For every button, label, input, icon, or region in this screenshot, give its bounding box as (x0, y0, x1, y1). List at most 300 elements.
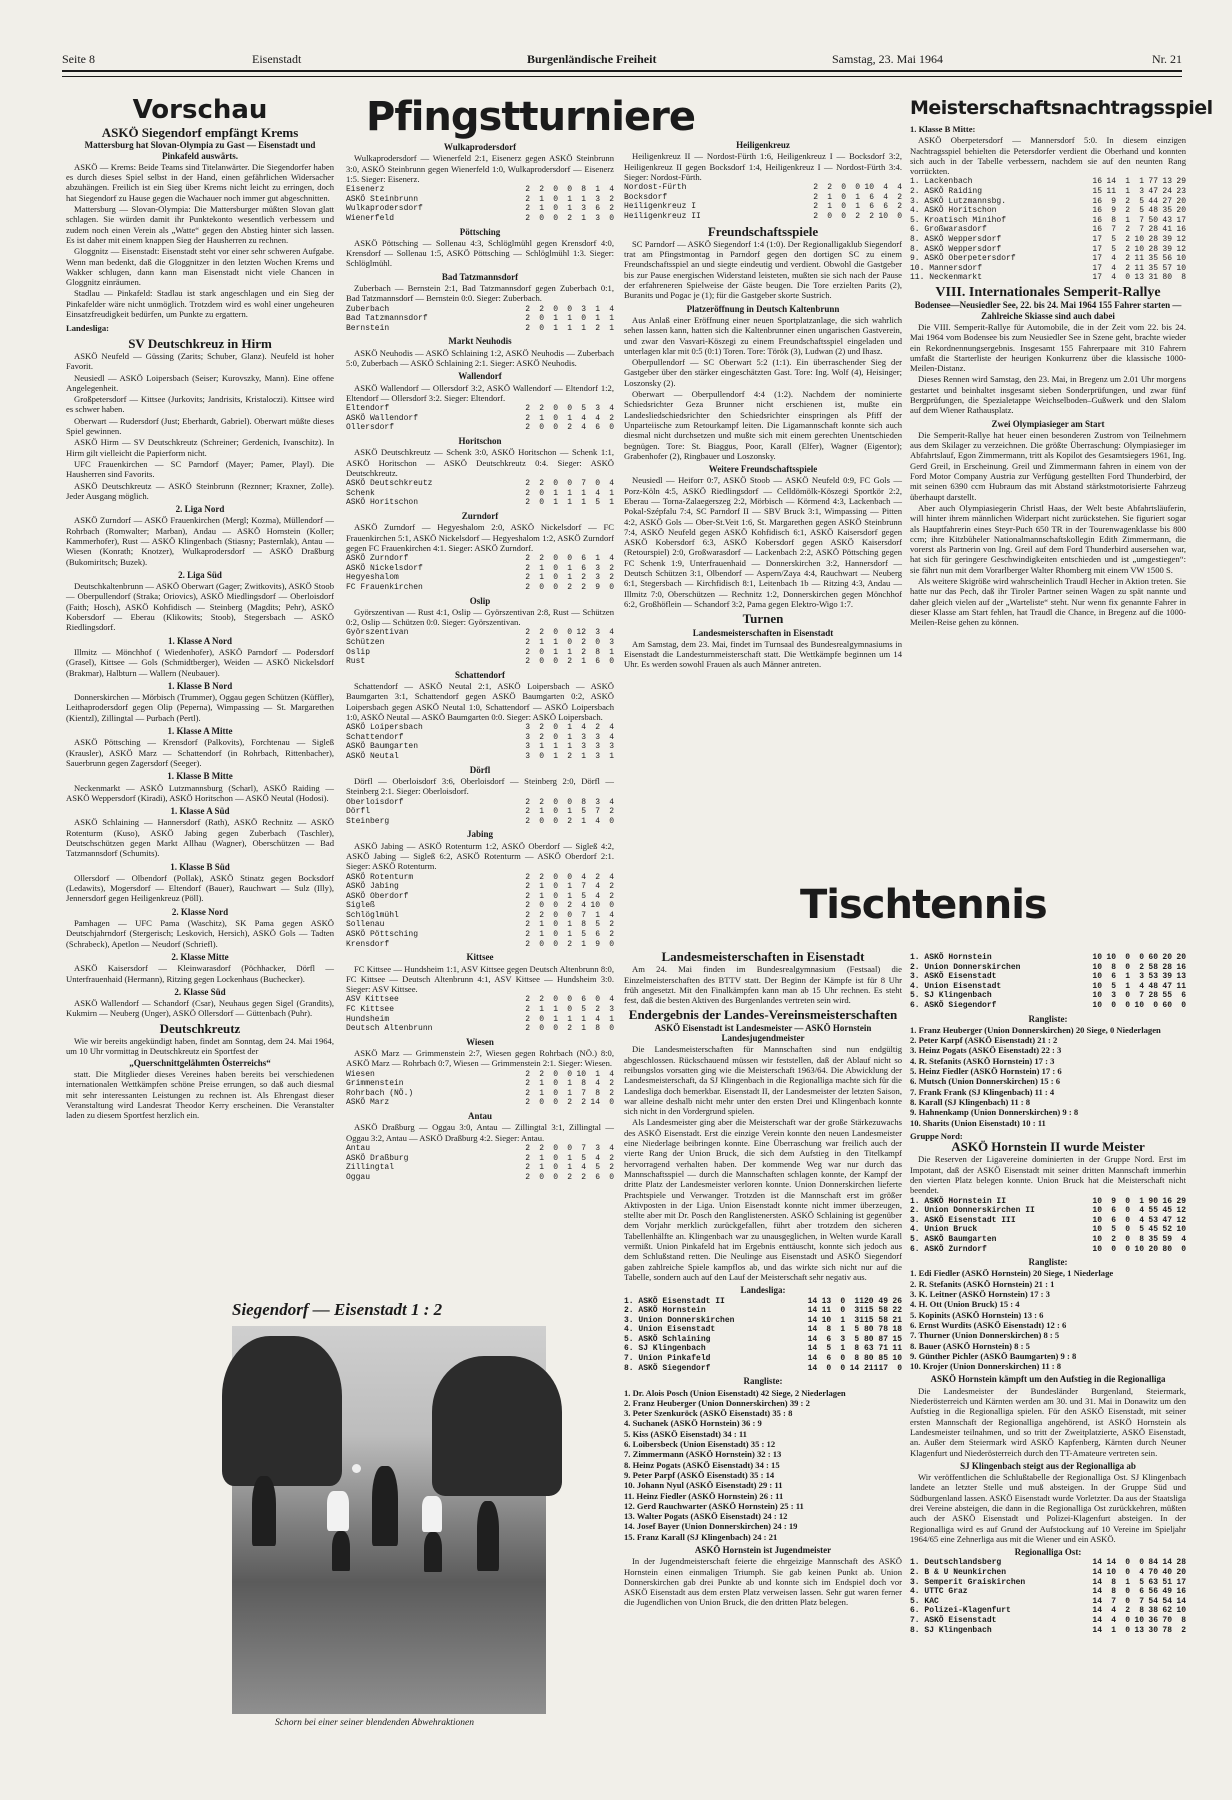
paragraph: Als Landesmeister ging aber die Meisterschaft war der große Stärkezuwachs des ASKÖ Eisenstadt. Erst die einzige Verein konnte den neuen Landesmeister eine Niederlage beibringen konnte. Eine Überraschung war freilich auch der vierte Rang der Union Bruck, die sich dem Aufstieg in den Titelkampf hervorragend verhalten haben. Der kommende Weg war nur durch das Mannschaftsspiel — durch die Mannschaften schlagen konnte, der Kampf der dritte Platz der Landesmeister verloren konnte. Union Donnerskirchen lieferte Prachtspiele und Verwanger. Trotzden ist die Mannschaft erst im größer Aktivposten in der Liga. Union Eisenstadt konnte nicht immer überzeugen, stellte aber mit Dr. Posch den Ranglistenersten. ASKÖ Schlaining ist gegenüber dem Vorjahr merklich zurückgefallen, führt aber trotzdem den sicheren Tabellenhälfte an. Klingenbach war zu unausgeglichen, in Welten wurde Karall vermißt. Union Pinkafeld hat im Ergebnis enttäuscht, konnte sich jedoch aus dem Schlußstand retten. Die Neulinge aus Eisenstadt und ASKÖ Siegendorf gaben zahlreiche Spiele kampflos ab, und das wirkte sich nicht nur auf die Tabelle, sondern auch auf den Lauf der Meisterschaft sehr negativ aus. (624, 1117, 902, 1282)
table-row (910, 1587, 1186, 1597)
stat-cell: 1 (553, 752, 558, 762)
stat-cell: 1 (609, 647, 614, 657)
stat-cell: 3 (581, 732, 586, 742)
headline-deutschkreuz: SV Deutschkreuz in Hirm (128, 335, 272, 351)
stat-cell: 115 (859, 1315, 874, 1325)
stat-cell: 54 (1162, 1596, 1172, 1606)
stat-cell: 6 (581, 563, 586, 573)
stat-cell: 10 (1092, 1215, 1102, 1225)
subhead: 2. Klasse Nord (171, 906, 229, 917)
stat-cell: 0 (1125, 1196, 1130, 1206)
player-figure (332, 1531, 350, 1571)
stat-cell: 12 (1176, 1215, 1186, 1225)
stat-cell: 39 (1162, 235, 1172, 245)
table-row (346, 1144, 614, 1154)
team-name: Oggau (346, 1172, 371, 1182)
stat-cell: 15 (892, 1334, 902, 1344)
stat-cell: 5 (581, 1005, 586, 1015)
table-row (346, 423, 614, 433)
team-name: 5. ASKÖ Baumgarten (910, 1234, 997, 1244)
team-name: ASKÖ Pöttsching (346, 930, 419, 940)
team-name: 6. ASKÖ Siegendorf (910, 1000, 997, 1010)
paragraph: Die Reserven der Ligavereine dominierten in der Gruppe Nord. Erst im Impotant, daß der ASKÖ Eisenstadt mit seiner dritten Mannschaft immerhin den vierten Platz belegen konnte. Union Bruck hat die Meisterschaft nicht beendet. (910, 1154, 1186, 1196)
table-row (624, 1325, 902, 1335)
table-wiesen (346, 1070, 614, 1108)
stat-cell: 1 (827, 202, 832, 212)
player-figure (424, 1532, 442, 1572)
stat-cell: 2 (525, 872, 530, 882)
table-row (346, 204, 614, 214)
stat-cell: 1 (553, 488, 558, 498)
stat-cell: 0 (581, 314, 586, 324)
stat-cell: 39 (1162, 244, 1172, 254)
stat-cell: 0 (1139, 953, 1144, 962)
stat-cell: 47 (1162, 981, 1172, 991)
stat-cell: 6 (581, 554, 586, 564)
table-row (346, 185, 614, 195)
stat-cell: 0 (897, 1363, 902, 1373)
stat-cell: 4 (581, 901, 586, 911)
stat-cell: 1 (567, 314, 572, 324)
team-name: Bocksdorf (624, 192, 668, 202)
subhead: 2. Klasse Mitte (171, 951, 229, 962)
paragraph: Ollersdorf — Olbendorf (Pollak), ASKÖ Stinatz gegen Bocksdorf (Ledawits), Mogersdorf — Eltendorf (Bauer), Rauchwart — Sulz (Illy), Jennersdorf gegen Heiligenkreuz (Pöll). (66, 872, 334, 904)
stat-cell: 18 (892, 1325, 902, 1335)
team-name: 2. B & U Neunkirchen (910, 1568, 1007, 1578)
stat-cell: 1 (539, 638, 544, 647)
stat-cell: 0 (609, 901, 614, 911)
list-item: 2. Franz Heuberger (Union Donnerskirchen) 39 : 2 (624, 1397, 810, 1408)
stat-cell: 14 (1092, 1587, 1102, 1597)
table-kittsee (346, 995, 614, 1033)
stat-cell: 0 (567, 1005, 572, 1015)
stat-cell: 5 (1139, 196, 1144, 206)
stat-cell: 1 (609, 314, 614, 324)
stat-cell: 1 (840, 1325, 846, 1335)
stat-cell: 4 (1111, 263, 1116, 273)
table-row (910, 1616, 1186, 1626)
stat-cell: 0 (539, 752, 544, 762)
team-name: Oberloisdorf (346, 797, 404, 807)
section-title-vorschau: Vorschau (132, 95, 268, 125)
stat-cell: 0 (1181, 1244, 1186, 1254)
stat-cell: 80 (863, 1325, 874, 1335)
table-row (346, 564, 614, 574)
list-item: 14. Josef Bayer (Union Donnerskirchen) 24 : 19 (624, 1521, 798, 1532)
stat-cell: 4 (609, 732, 614, 742)
table-row (346, 1163, 614, 1173)
stat-cell: 10 (864, 183, 874, 193)
subhead: Wallendorf (458, 371, 502, 382)
stat-cell: 6 (595, 930, 600, 940)
stat-cell: 0 (1125, 953, 1130, 962)
team-name: ASKÖ Rotenturm (346, 872, 414, 882)
stat-cell: 28 (1148, 991, 1158, 1001)
stat-cell: 0 (553, 723, 558, 733)
stat-cell: 1 (567, 563, 572, 573)
stat-cell: 2 (525, 314, 530, 324)
team-name: Schlöglmühl (346, 910, 399, 920)
paragraph: ASKÖ Wallendorf — Ollersdorf 3:2, ASKÖ Wallendorf — Eltendorf 1:2, Eltendorf — Ollersdorf 3:2. Sieger: Eltendorf. (346, 382, 614, 403)
list-item: 3. Peter Szenkuröck (ASKÖ Eisenstadt) 35 : 8 (624, 1408, 793, 1419)
stat-cell: 2 (525, 901, 530, 911)
stat-cell: 35 (1148, 1234, 1158, 1244)
stat-cell: 35 (1162, 206, 1172, 216)
column-tischtennis (624, 949, 902, 1742)
stat-cell: 5 (854, 1325, 860, 1335)
stat-cell: 3 (581, 742, 586, 752)
table-row (910, 177, 1186, 187)
stat-cell: 56 (1162, 254, 1172, 264)
stat-cell: 0 (1125, 1000, 1130, 1010)
table-row (910, 273, 1186, 283)
table-horitschon (346, 479, 614, 508)
stat-cell: 7 (1139, 215, 1144, 225)
stat-cell: 2 (525, 413, 530, 423)
stat-cell: 2 (1125, 225, 1130, 235)
team-name: 6. Großwarasdorf (910, 225, 987, 235)
stat-cell: 2 (855, 211, 860, 221)
stat-cell: 56 (1148, 1587, 1158, 1597)
stat-cell: 17 (1092, 263, 1102, 273)
stat-cell: 10 (1106, 953, 1116, 962)
team-name: 6. Polizei-Klagenfurt (910, 1606, 1011, 1616)
stat-cell: 10 (1176, 1225, 1186, 1235)
stat-cell: 0 (1125, 1625, 1130, 1635)
stat-cell: 7 (581, 882, 586, 892)
stat-cell: 21 (892, 1315, 902, 1325)
stat-cell: 4 (609, 628, 614, 638)
team-name: 3. ASKÖ Eisenstadt III (910, 1215, 1016, 1225)
list-item: 4. Suchanek (ASKÖ Hornstein) 36 : 9 (624, 1418, 762, 1429)
stat-cell: 6 (595, 423, 600, 433)
table-row (910, 953, 1186, 963)
stat-cell: 1 (553, 1005, 558, 1015)
stat-cell: 10 (1092, 972, 1102, 982)
stat-cell: 1 (539, 1153, 544, 1163)
stat-cell: 2 (609, 807, 614, 817)
team-name: 3. Semperit Graiskirchen (910, 1577, 1026, 1587)
stat-cell: 1 (609, 498, 614, 508)
stat-cell: 22 (892, 1306, 902, 1316)
stat-cell: 14 (1092, 1596, 1102, 1606)
stat-cell: 85 (878, 1354, 888, 1364)
team-name: Rohrbach (NÖ.) (346, 1088, 414, 1098)
stat-cell: 0 (567, 185, 572, 195)
stat-cell: 4 (595, 882, 600, 892)
subhead: Rangliste: (743, 1376, 783, 1387)
subhead: Zwei Olympiasieger am Start (991, 418, 1105, 429)
stat-cell: 2 (609, 891, 614, 901)
team-name: 4. Union Bruck (910, 1225, 978, 1235)
stat-cell: 4 (609, 185, 614, 195)
subhead: ASKÖ Hornstein kämpft um den Aufstieg in die Regionalliga (930, 1374, 1166, 1385)
stat-cell: 0 (553, 872, 558, 882)
stat-cell: 15 (1092, 187, 1102, 197)
stat-cell: 17 (1092, 244, 1102, 254)
stat-cell: 16 (1092, 177, 1102, 187)
stat-cell: 3 (595, 752, 600, 762)
table-row (910, 1216, 1186, 1226)
stat-cell: 14 (1106, 1558, 1116, 1568)
stat-cell: 2 (525, 488, 530, 498)
team-name: Krensdorf (346, 939, 390, 949)
stat-cell: 1 (567, 1014, 572, 1024)
paragraph: Die Landesmeister der Bundesländer Burgenland, Steiermark, Niederösterreich und Kärnten werden am 30. und 31. Mai in Donawitz um den Aufstieg in die Regionalliga spielen. Für den ASKÖ Eisenstadt, mit seiner ersten Mannschaft der Regionalliga angehörend, ist ASKÖ Hornstein als Landesmeister teilnahmen, und so tritt der Zweitplatzierte, ASKÖ Eisenstadt, an. Außer dem Steiermark wird ASKÖ Kapfenberg, Kärnten durch Neuner Klagenfurt und Niederösterreich durch den TT-Amateure vertreten sein. (910, 1385, 1186, 1458)
table-row (346, 573, 614, 583)
stat-cell: 7 (1139, 1596, 1144, 1606)
stat-cell: 14 (590, 1098, 600, 1108)
paragraph: Mattersburg — Slovan-Olympia: Die Mattersburger müßten Slovan glatt schlagen. Sie würden damit ihr Punktekonto wesentlich verbessern und zudem noch einen Verein als „Watte“ gegen den Abstieg hinter sich lassen. Es ist daher mit einem knappen Sieg der Hausherren zu rechnen. (66, 204, 334, 245)
list-item: 6. Mutsch (Union Donnerskirchen) 15 : 6 (910, 1076, 1061, 1087)
stat-cell: 8 (595, 1088, 600, 1098)
table-row (346, 1079, 614, 1089)
stat-cell: 1 (567, 498, 572, 508)
stat-cell: 47 (1162, 1215, 1172, 1225)
stat-cell: 3 (595, 573, 600, 583)
paragraph: ASKÖ Oberpetersdorf — Mannersdorf 5:0. In diesem einzigen Nachtragsspiel behielten die Petersdorfer verdient die Oberhand und konnten sich auch in der Tabelle verbessern, nachdem sie auf den neunten Rang vorrückten. (910, 135, 1186, 177)
team-name: 1. ASKÖ Eisenstadt II (624, 1296, 725, 1306)
paragraph: Pamhagen — UFC Pama (Waschitz), SK Pama gegen ASKÖ Deutschjahrndorf (Stergerisch; Leskovich, Hersich), ASKÖ Gols — Tadten (Schrabeck), Apetlon — Neudorf (Schriefl). (66, 918, 334, 949)
stat-cell: 14 (807, 1315, 818, 1325)
table-1klasse-b-mitte (910, 177, 1186, 283)
subhead: Platzeröffnung in Deutsch Kaltenbrunn (686, 303, 840, 314)
stat-cell: 63 (1148, 1577, 1158, 1587)
stat-cell: 1 (595, 554, 600, 564)
stat-cell: 17 (1092, 273, 1102, 283)
subhead: 1. Klasse B Süd (170, 861, 230, 872)
header-date: Samstag, 23. Mai 1964 (832, 52, 943, 66)
stat-cell: 38 (1148, 1606, 1158, 1616)
stat-cell: 0 (567, 1143, 572, 1153)
paragraph: Am Samstag, dem 23. Mai, findet im Turnsaal des Bundesrealgymnasiums in Eisenstadt die Landesturnmeisterschaft statt. Die Wettkämpfe beginnen um 14 Uhr. Es werden sowohl Frauen als auch Männer antreten. (624, 638, 902, 670)
stat-cell: 0 (1111, 1000, 1116, 1010)
stat-cell: 14 (807, 1325, 818, 1335)
paragraph: UFC Frauenkirchen — SC Parndorf (Mayer; Pamer, Playl). Die Hausherren sind Favorits. (66, 458, 334, 480)
column-vorschau (66, 96, 334, 1311)
player-figure (477, 1501, 499, 1571)
stat-cell: 13 (821, 1296, 832, 1306)
team-name: Sollenau (346, 920, 385, 930)
stat-cell: 1 (609, 323, 614, 333)
list-item: 1. Edi Fiedler (ASKÖ Hornstein) 20 Siege, 1 Niederlage (910, 1268, 1114, 1279)
lead-mattersburg: Mattersburg hat Slovan-Olympia zu Gast — Eisenstadt und Pinkafeld auswärts. (84, 140, 316, 161)
paragraph: Stadlau — Pinkafeld: Stadlau ist stark angeschlagen und ein Sieg der Pinkafelder wäre nicht unmöglich. Trotzdem wird es wohl einer ungeheuren Einsatzfreudigkeit bedürfen, um Punkte zu ergattern. (66, 288, 334, 320)
stat-cell: 1 (539, 573, 544, 583)
stat-cell: 1 (539, 891, 544, 901)
stat-cell: 14 (1092, 1568, 1102, 1578)
stat-cell: 2 (595, 323, 600, 333)
list-item: 6. Loibersbeck (Union Eisenstadt) 35 : 12 (624, 1439, 776, 1450)
stat-cell: 3 (1139, 187, 1144, 197)
subhead: Oslip (469, 595, 491, 606)
stat-cell: 2 (813, 183, 818, 193)
stat-cell: 13 (1134, 1625, 1144, 1635)
stat-cell: 2 (539, 995, 544, 1005)
list-item: 4. H. Ott (Union Bruck) 15 : 4 (910, 1299, 1020, 1310)
stat-cell: 1 (567, 488, 572, 498)
paragraph: ASKÖ Pöttsching — Sollenau 4:3, Schlöglmühl gegen Krensdorf 4:0, Krensdorf — Sollenau 1:5, ASKÖ Pöttsching — Schlöglmühl 1:3. Sieger: Schlöglmühl. (346, 237, 614, 269)
stat-cell: 2 (525, 498, 530, 508)
stat-cell: 10 (1092, 1225, 1102, 1235)
stat-cell: 0 (539, 314, 544, 324)
stat-cell: 35 (1148, 254, 1158, 264)
stat-cell: 14 (807, 1306, 818, 1316)
stat-cell: 0 (567, 628, 572, 638)
stat-cell: 2 (525, 1014, 530, 1024)
stat-cell: 2 (813, 211, 818, 221)
subhead: 1. Klasse A Mitte (167, 726, 233, 737)
stat-cell: 1 (581, 323, 586, 333)
stat-cell: 16 (1092, 196, 1102, 206)
stat-cell: 8 (826, 1325, 832, 1335)
stat-cell: 7 (595, 807, 600, 817)
stat-cell: 1 (595, 314, 600, 324)
stat-cell: 0 (1125, 1558, 1130, 1568)
stat-cell: 1 (539, 1163, 544, 1173)
label-landesliga: Landesliga: (66, 323, 109, 334)
stat-cell: 0 (897, 211, 902, 221)
subhead: Dörfl (469, 764, 491, 775)
stat-cell: 14 (807, 1344, 818, 1354)
stat-cell: 4 (595, 1079, 600, 1089)
stat-cell: 1 (1139, 177, 1144, 187)
team-name: 8. ASKÖ Weppersdorf (910, 235, 1002, 245)
table-row (346, 1015, 614, 1025)
team-name: ASKÖ Nickelsdorf (346, 563, 423, 573)
stat-cell: 14 (1092, 1616, 1102, 1626)
stat-cell: 2 (525, 920, 530, 930)
stat-cell: 2 (609, 920, 614, 930)
stat-cell: 0 (1125, 1587, 1130, 1597)
stat-cell: 36 (1148, 1616, 1158, 1626)
stat-cell: 4 (581, 1163, 586, 1173)
stat-cell: 1 (581, 752, 586, 762)
stat-cell: 1 (1111, 1625, 1116, 1635)
stat-cell: 10 (1092, 991, 1102, 1001)
stat-cell: 3 (854, 1315, 860, 1325)
stat-cell: 10 (1106, 1568, 1116, 1578)
team-name: 6. SJ Klingenbach (624, 1344, 706, 1354)
stat-cell: 8 (1111, 1587, 1116, 1597)
stat-cell: 0 (567, 479, 572, 489)
stat-cell: 10 (1134, 235, 1144, 245)
team-name: Deutsch Altenbrunn (346, 1024, 433, 1034)
stat-cell: 0 (553, 1098, 558, 1108)
list-item: 12. Gerd Rauchwarter (ASKÖ Hornstein) 25 : 11 (624, 1500, 804, 1511)
stat-cell: 49 (878, 1296, 888, 1306)
list-item: 8. Karall (SJ Klingenbach) 11 : 8 (910, 1096, 1031, 1107)
stat-cell: 4 (595, 488, 600, 498)
stat-cell: 23 (1176, 187, 1186, 197)
stat-cell: 2 (1125, 1606, 1130, 1616)
stat-cell: 3 (525, 752, 530, 762)
stat-cell: 2 (539, 554, 544, 564)
page-number: Seite 8 (62, 52, 95, 66)
stat-cell: 8 (595, 1024, 600, 1034)
team-name: Hegyeshalom (346, 573, 399, 583)
table-row (910, 1225, 1186, 1235)
stat-cell: 2 (525, 647, 530, 657)
table-row (624, 1297, 902, 1307)
subhead: Landesmeisterschaften in Eisenstadt (692, 627, 834, 638)
table-doerfl (346, 798, 614, 827)
stat-cell: 2 (567, 657, 572, 667)
stat-cell: 12 (576, 628, 586, 638)
table-row (346, 873, 614, 883)
list-item: 5. Kiss (ASKÖ Eisenstadt) 34 : 11 (624, 1428, 747, 1439)
stat-cell: 0 (841, 183, 846, 193)
table-tatzmannsdorf (346, 305, 614, 334)
table-row (910, 972, 1186, 982)
paragraph: Am 24. Mai finden im Bundesrealgymnasium (Festsaal) die Einzelmeisterschaften des BTTV statt. Der Beginn der Kämpfe ist für 8 Uhr früh angesetzt. Mit den Finalkämpfen kann man ab 15 Uhr rechnen. Es steht fest, daß die besten Aktiven des Burgenlandes vertreten sein wird. (624, 964, 902, 1006)
stat-cell: 0 (539, 1172, 544, 1182)
stat-cell: 2 (525, 582, 530, 592)
stat-cell: 1 (539, 1088, 544, 1098)
subhead: 1. Klasse B Mitte (167, 771, 233, 782)
stat-cell: 1 (553, 647, 558, 657)
stat-cell: 2 (1125, 196, 1130, 206)
table-row (346, 404, 614, 414)
stat-cell: 5 (1139, 1225, 1144, 1235)
table-row (346, 882, 614, 892)
stat-cell: 0 (539, 647, 544, 657)
team-name: ASKÖ Draßburg (346, 1153, 409, 1163)
subhead: Schattendorf (455, 669, 505, 680)
stat-cell: 0 (539, 1014, 544, 1024)
table-row (910, 225, 1186, 235)
table-row (910, 1001, 1186, 1011)
stat-cell: 0 (1111, 1244, 1116, 1254)
table-row (346, 314, 614, 324)
team-name: 8. ASKÖ Siegendorf (624, 1363, 711, 1373)
stat-cell: 0 (553, 423, 558, 433)
stat-cell: 0 (567, 304, 572, 314)
stat-cell: 1 (567, 204, 572, 214)
stat-cell: 3 (595, 732, 600, 742)
player-figure (327, 1491, 349, 1531)
stat-cell: 4 (1181, 1234, 1186, 1244)
stat-cell: 2 (609, 1079, 614, 1089)
table-row (346, 920, 614, 930)
stat-cell: 16 (1176, 962, 1186, 972)
team-name: 1. ASKÖ Hornstein II (910, 1196, 1007, 1206)
stat-cell: 5 (1139, 206, 1144, 216)
stat-cell: 10 (1176, 254, 1186, 264)
paragraph: Oberpullendorf — SC Oberwart 5:2 (1:1). Ein überraschender Sieg der Gastgeber über den stärker eingeschätzten Gast. Tore: Ing. Wolf (4), Heisinger; Loszonsky (2). (624, 357, 902, 388)
stat-cell: 1 (539, 563, 544, 573)
stat-cell: 2 (539, 1143, 544, 1153)
stat-cell: 1 (539, 194, 544, 204)
stat-cell: 3 (840, 1334, 846, 1344)
stat-cell: 0 (841, 211, 846, 221)
stat-cell: 0 (567, 910, 572, 920)
stat-cell: 1 (581, 213, 586, 223)
team-name: Rust (346, 657, 366, 667)
stat-cell: 2 (567, 423, 572, 433)
team-name: ASKÖ Wallendorf (346, 413, 419, 423)
subhead: Landesliga: (740, 1285, 786, 1296)
stat-cell: 4 (609, 723, 614, 733)
stat-cell: 3 (595, 194, 600, 204)
stat-cell: 59 (1162, 1234, 1172, 1244)
stat-cell: 2 (581, 582, 586, 592)
stat-cell: 1 (840, 1344, 846, 1354)
team-name: Heiligenkreuz II (624, 211, 701, 221)
stat-cell: 2 (1139, 962, 1144, 972)
subhead: 1. Klasse A Nord (167, 635, 232, 646)
stat-cell: 0 (1139, 1558, 1144, 1568)
